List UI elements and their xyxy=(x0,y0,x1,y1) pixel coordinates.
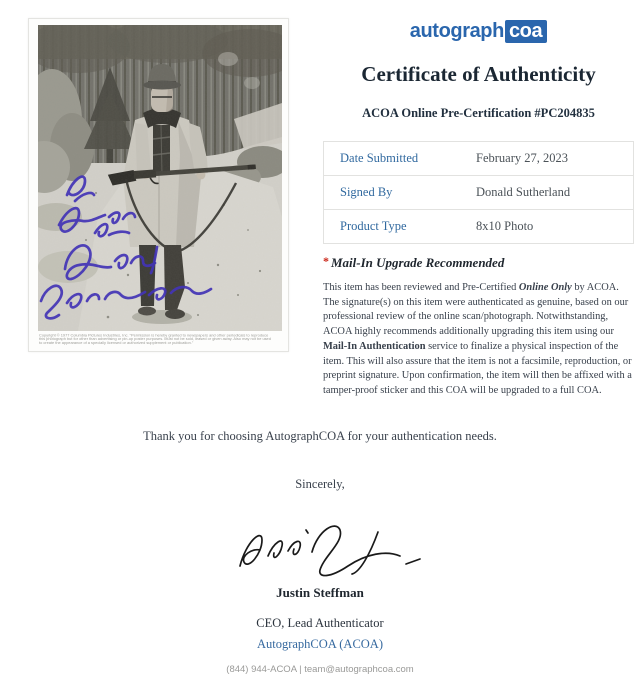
photo-scene xyxy=(38,25,282,331)
certificate-title: Certificate of Authenticity xyxy=(361,62,596,86)
authenticator-signature xyxy=(228,516,428,586)
photo-copyright-text: Copyright © 1977 Columbia Pictures Industries, Inc. "Permission is hereby granted to newspapers and other periodicals to reproduce this photograph but for other than advertising or pin-up poster purposes. Must not be sold, leased or given away. Also may not be used to create the appearance of a specially licensed or authorized supplement or publication." xyxy=(39,333,271,346)
mail-in-upgrade-label: Mail-In Upgrade Recommended xyxy=(331,255,505,270)
org-link-wrap xyxy=(0,637,640,652)
sincerely-line: Sincerely, xyxy=(295,477,345,491)
contact-info: (844) 944-ACOA | team@autographcoa.com xyxy=(226,664,414,675)
row-label: Product Type xyxy=(340,219,407,233)
row-value: 8x10 Photo xyxy=(476,219,534,233)
row-label: Date Submitted xyxy=(340,151,419,165)
table-row xyxy=(324,176,633,210)
signer-name: Justin Steffman xyxy=(276,585,364,600)
logo-coa-badge: coa xyxy=(505,20,547,43)
disclaimer-paragraph: This item has been reviewed and Pre-Certified Online Only by ACOA. The signature(s) on this item were authenticated as genuine, based on our professional review of the online scan/photograph. Notwithstanding, ACOA highly recommends additionally upgrading this item using our Mail-In Authentication service to finalize a physical inspection of the item. This will also assure that the item is not a facsimile, reproduction, or preprint signature. Upon confirmation, the item will then be affixed with a tamper-proof sticker and this COA will be upgraded to a full COA. xyxy=(323,282,632,396)
autographcoa-logo xyxy=(323,20,634,43)
table-row xyxy=(324,210,633,244)
mail-in-upgrade-note xyxy=(323,254,634,271)
thank-you-line: Thank you for choosing AutographCOA for your authentication needs. xyxy=(143,429,497,443)
row-value: Donald Sutherland xyxy=(476,185,571,199)
certificate-details-table xyxy=(323,141,634,244)
precertification-number: ACOA Online Pre-Certification #PC204835 xyxy=(362,106,595,120)
table-row xyxy=(324,142,633,176)
signed-photo xyxy=(28,18,289,352)
autographcoa-link[interactable]: AutographCOA (ACOA) xyxy=(256,637,384,651)
row-value: February 27, 2023 xyxy=(476,151,568,165)
cert-table-body xyxy=(324,142,633,244)
logo-wordmark: autograph xyxy=(409,20,504,42)
red-asterisk-icon: * xyxy=(323,254,329,268)
signer-title: CEO, Lead Authenticator xyxy=(256,616,384,630)
row-label: Signed By xyxy=(340,185,393,199)
